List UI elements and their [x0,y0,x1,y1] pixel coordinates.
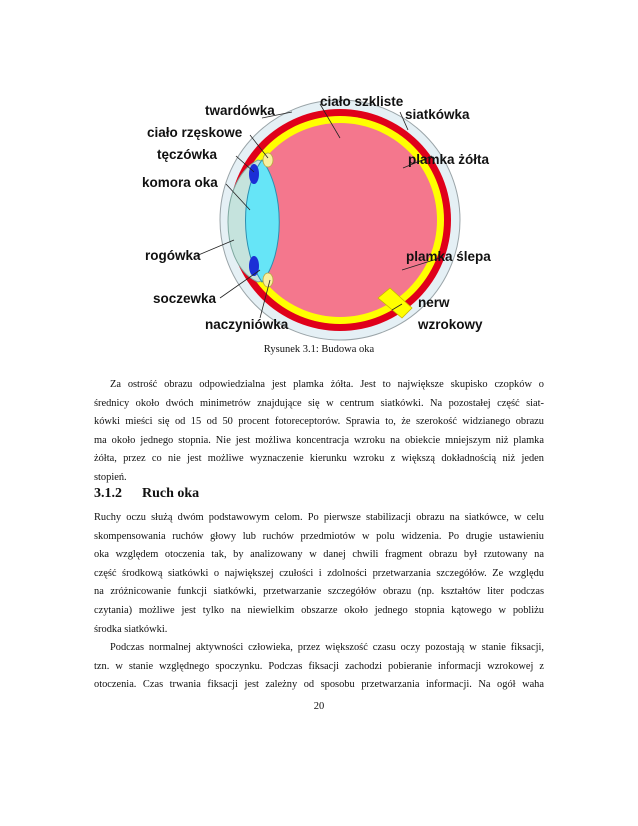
paragraph-line: oka względem otoczenia tak, by analizowany w danej chwili fragment obrazu był rzutowany na [94,549,544,561]
label-naczyniowka: naczyniówka [205,317,289,332]
figure-caption: Rysunek 3.1: Budowa oka [263,344,375,355]
paragraph-line: część środkową siatkówki o największej czułości i zdolności przetwarzania szczegółów. Ze względu [94,567,544,579]
paragraph-line: stopień. [94,471,127,483]
label-wzrokowy: wzrokowy [418,317,483,332]
label-cialo-szkliste: ciało szkliste [320,94,404,109]
paragraph-2 [94,509,544,639]
paragraph-line: Ruchy oczu służą dwóm podstawowym celom. Po pierwsze stabilizacji obrazu na siatkówce, w celu [94,512,544,523]
eye-anatomy-diagram [140,90,500,345]
label-twardowka: twardówka [205,103,275,118]
iris-bottom [249,256,259,276]
paragraph-line: otoczenia. Czas trwania fiksacji jest zależny od sposobu przetwarzania informacji. Na ogół waha [94,679,544,691]
label-plamka-slepa: plamka ślepa [406,249,491,264]
label-rogowka: rogówka [145,248,201,263]
paragraph-line: tzn. w stanie względnego spoczynku. Podczas fiksacji zachodzi pobieranie informacji wzrokowej z [94,660,544,672]
label-nerw: nerw [418,295,450,310]
page-number: 20 [313,701,325,712]
ciliary-body-top [263,153,273,167]
label-plamka-zolta: plamka żółta [408,152,490,167]
paragraph-line: czytania) możliwe jest tylko na niewielkim obszarze około jednego stopnia kątowego w pobliżu [94,604,544,616]
paragraph-line: kówki mieści się od 15 od 50 procent fotoreceptorów. Sprawia to, że szerokość widzianego obrazu [94,416,544,428]
paragraph-line: środka siatkówki. [94,623,168,635]
label-komora-oka: komora oka [142,175,218,190]
paragraph-line: średnicy około dwóch minimetrów znajdujące się w centrum siatkówki. Na pozostałej część siat- [94,397,544,409]
ciliary-body-bottom [263,273,273,287]
section-heading [94,486,199,502]
section-number: 3.1.2 [94,486,122,501]
paragraph-line: na zróżnicowanie funkcji siatkówki, przetwarzanie szczegółów obrazu (np. kształtów liter podczas [94,586,544,598]
paragraph-3 [94,639,544,695]
paragraph-line: skompensowania ruchów głowy lub ruchów przedmiotów w polu widzenia. Po drugie ustawieniu [94,530,544,542]
paragraph-line: Podczas normalnej aktywności człowieka, przez większość czasu oczy pozostają w stanie fiksacji, [110,642,544,653]
paragraph-1 [94,376,544,488]
label-soczewka: soczewka [153,291,217,306]
section-title: Ruch oka [142,486,200,501]
label-siatkowka: siatkówka [405,107,470,122]
paragraph-line: ma około jednego stopnia. Nie jest możliwa koncentracja wzroku na obiekcie mniejszym niż plamka [94,434,544,446]
paragraph-line: żółta, przez co nie jest możliwe wyznaczenie kierunku wzroku z większą dokładnością niż jeden [94,453,544,465]
label-teczowka: tęczówka [157,147,218,162]
paragraph-line: Za ostrość obrazu odpowiedzialna jest plamka żółta. Jest to największe skupisko czopków o [110,379,544,390]
iris-top [249,164,259,184]
label-cialo-rzeskowe: ciało rzęskowe [147,125,243,140]
